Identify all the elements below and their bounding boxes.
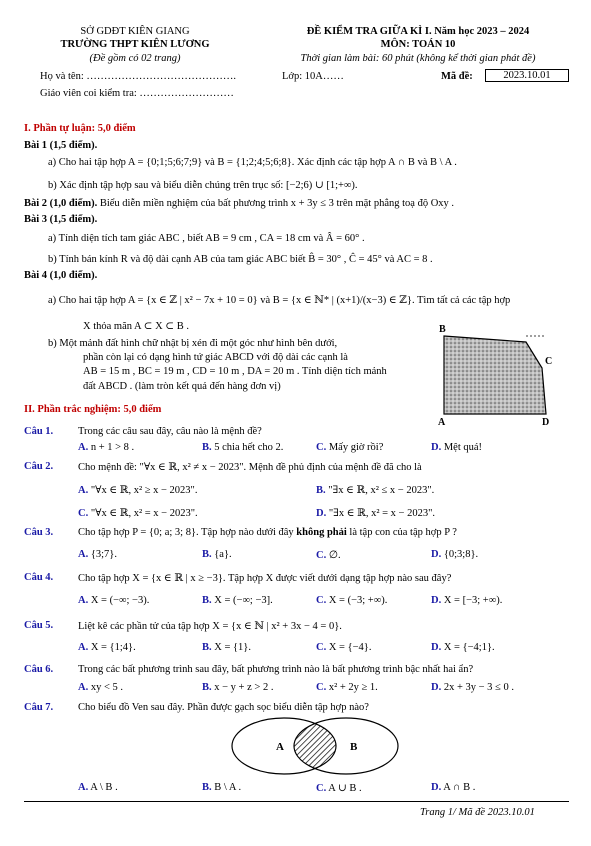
part2-title: II. Phần trắc nghiệm: 5,0 điểm: [24, 404, 162, 415]
option-letter: C.: [316, 550, 327, 561]
option-text: {a}.: [214, 549, 232, 560]
option-letter: C.: [316, 642, 327, 653]
school-name: TRƯỜNG THPT KIÊN LƯƠNG: [60, 39, 210, 50]
option-text: 5 chia hết cho 2.: [214, 442, 284, 453]
option-letter: A.: [78, 595, 89, 606]
option-text: A ∪ B .: [328, 783, 362, 794]
option-letter: D.: [431, 642, 442, 653]
quadrilateral-abcd: [444, 336, 546, 414]
option-text: X = (−∞; −3).: [90, 595, 150, 606]
question-label: Câu 7.: [24, 702, 54, 713]
option-letter: C.: [78, 508, 89, 519]
bai4-b-line3: AB = 15 m , BC = 19 m , CD = 10 m , DA = 20 m . Tính diện tích mảnh: [83, 366, 387, 377]
label-b: B: [439, 324, 446, 335]
option-letter: B.: [316, 485, 326, 496]
option-text: X = {−4}.: [328, 642, 372, 653]
question-label: Câu 5.: [24, 620, 54, 631]
bai1-title: Bài 1 (1,5 điểm).: [24, 140, 98, 151]
option-text: x² + 2y ≥ 1.: [328, 682, 378, 693]
option-letter: D.: [316, 508, 327, 519]
option-letter: B.: [202, 442, 212, 453]
option-letter: D.: [431, 595, 442, 606]
option-letter: D.: [431, 549, 442, 560]
time-note: Thời gian làm bài: 60 phút (không kể thời gian phát đề): [300, 53, 536, 64]
option-letter: B.: [202, 682, 212, 693]
option-text: {3;7}.: [90, 549, 117, 560]
question-label: Câu 4.: [24, 572, 54, 583]
label-d: D: [542, 417, 550, 427]
option-letter: D.: [431, 442, 442, 453]
option-text: "∃x ∈ ℝ, x² = x − 2023".: [328, 508, 435, 519]
option-text: X = (−3; +∞).: [328, 595, 388, 606]
question-label: Câu 1.: [24, 426, 54, 437]
option-text: X = [−3; +∞).: [443, 595, 503, 606]
student-name-field: Họ và tên: …………………………………….: [40, 71, 236, 82]
bai4-b-line2: phần còn lại có dạng hình tứ giác ABCD với độ dài các cạnh là: [83, 352, 348, 363]
option-text: Mấy giờ rồi?: [328, 442, 384, 453]
question-text: Trong các bất phương trình sau đây, bất phương trình nào là bất phương trình bậc nhất hai ẩn?: [78, 664, 474, 675]
option-letter: A.: [78, 549, 89, 560]
dept-name: SỞ GDĐT KIÊN GIANG: [80, 26, 190, 37]
bai4-b-line1: b) Một mảnh đất hình chữ nhật bị xén đi một góc như hình bên dưới,: [48, 338, 338, 349]
option-text: B \ A .: [214, 782, 242, 793]
pages-note: (Đề gồm có 02 trang): [89, 53, 181, 64]
question-text: Cho mệnh đề: "∀x ∈ ℝ, x² ≠ x − 2023". Mệnh đề phủ định của mệnh đề đã cho là: [78, 462, 422, 473]
venn-label-a: A: [276, 741, 284, 753]
option-text: n + 1 > 8 .: [90, 442, 135, 453]
question-label: Câu 6.: [24, 664, 54, 675]
question-text: Cho tập hợp X = {x ∈ ℝ | x ≥ −3}. Tập hợp X được viết dưới dạng tập hợp nào sau đây?: [78, 573, 452, 584]
bai2-title: Bài 2 (1,0 điểm).: [24, 198, 98, 209]
bai1-a: a) Cho hai tập hợp A = {0;1;5;6;7;9} và B = {1;2;4;5;6;8}. Xác định các tập hợp A ∩ B và B \ A .: [48, 157, 457, 168]
option-letter: A.: [78, 642, 89, 653]
question-text-end: là tập con của tập hợp P ?: [346, 527, 457, 538]
option-text: ∅.: [328, 550, 341, 561]
bai3-title: Bài 3 (1,5 điểm).: [24, 214, 98, 225]
bai4-a-line2: X thỏa mãn A ⊂ X ⊂ B .: [83, 321, 189, 332]
option-letter: A.: [78, 682, 89, 693]
exam-code-box: 2023.10.01: [485, 69, 569, 82]
label-a: A: [438, 417, 446, 427]
option-text: X = {−4;1}.: [443, 642, 495, 653]
option-letter: D.: [431, 682, 442, 693]
bai4-a-line1: a) Cho hai tập hợp A = {x ∈ ℤ | x² − 7x + 10 = 0} và B = {x ∈ ℕ* | (x+1)/(x−3) ∈ ℤ}. Tìm tất cả các tập hợp: [48, 295, 511, 306]
bai2-text: Biểu diễn miền nghiệm của bất phương trình x + 3y ≤ 3 trên mặt phẳng toạ độ Oxy .: [99, 198, 455, 209]
bai4-b-line4: đất ABCD . (làm tròn kết quả đến hàng đơn vị): [83, 381, 281, 392]
option-text: {0;3;8}.: [443, 549, 479, 560]
option-text: Mệt quá!: [443, 442, 483, 453]
proctor-field: Giáo viên coi kiểm tra: ………………………: [40, 88, 234, 99]
footer-divider: [24, 801, 569, 802]
option-text: X = {1;4}.: [90, 642, 136, 653]
option-letter: A.: [78, 485, 89, 496]
bai3-b: b) Tính bán kính R và độ dài cạnh AB của tam giác ABC biết B̂ = 30° , Ĉ = 45° và AC = 8 .: [48, 254, 433, 265]
option-letter: B.: [202, 549, 212, 560]
venn-label-b: B: [350, 741, 358, 753]
bai4-title: Bài 4 (1,0 điểm).: [24, 270, 98, 281]
venn-diagram: [228, 716, 408, 778]
question-text: Cho biểu đồ Ven sau đây. Phần được gạch sọc biểu diễn tập hợp nào?: [78, 702, 369, 713]
bai1-b: b) Xác định tập hợp sau và biểu diễn chúng trên trục số: [−2;6) ∪ [1;+∞).: [48, 180, 358, 191]
question-text: Trong các câu sau đây, câu nào là mệnh đề?: [78, 426, 262, 437]
code-label: Mã đề:: [441, 71, 473, 82]
option-text: xy < 5 .: [90, 682, 124, 693]
question-text: Liệt kê các phần tử của tập hợp X = {x ∈ ℕ | x² + 3x − 4 = 0}.: [78, 621, 342, 632]
exam-title: ĐỀ KIỂM TRA GIỮA KÌ I. Năm học 2023 – 2024: [306, 26, 530, 37]
option-letter: B.: [202, 782, 212, 793]
option-letter: C.: [316, 783, 327, 794]
part1-title: I. Phần tự luận: 5,0 điểm: [24, 123, 136, 134]
option-text: A \ B .: [90, 782, 118, 793]
option-letter: A.: [78, 442, 89, 453]
label-c: C: [545, 356, 553, 367]
option-letter: C.: [316, 595, 327, 606]
option-text: "∃x ∈ ℝ, x² ≤ x − 2023".: [328, 485, 435, 496]
option-letter: C.: [316, 442, 327, 453]
option-text: x − y + z > 2 .: [214, 682, 274, 693]
option-letter: D.: [431, 782, 442, 793]
option-text: X = {1}.: [214, 642, 251, 653]
option-letter: B.: [202, 595, 212, 606]
option-text: 2x + 3y − 3 ≤ 0 .: [443, 682, 514, 693]
bai3-a: a) Tính diện tích tam giác ABC , biết AB = 9 cm , CA = 18 cm và Â = 60° .: [48, 233, 365, 244]
class-field: Lớp: 10A……: [282, 71, 344, 82]
land-plot-figure: [430, 322, 560, 427]
option-text: "∀x ∈ ℝ, x² = x − 2023".: [90, 508, 198, 519]
option-letter: B.: [202, 642, 212, 653]
option-letter: C.: [316, 682, 327, 693]
option-text: A ∩ B .: [443, 782, 476, 793]
question-label: Câu 2.: [24, 461, 54, 472]
option-text: X = (−∞; −3].: [214, 595, 273, 606]
option-text: "∀x ∈ ℝ, x² ≥ x − 2023".: [90, 485, 198, 496]
question-text-emphasis: không phải: [296, 527, 347, 538]
option-letter: A.: [78, 782, 89, 793]
page-footer: Trang 1/ Mã đề 2023.10.01: [420, 807, 535, 818]
question-text: Cho tập hợp P = {0; a; 3; 8}. Tập hợp nào dưới đây: [78, 527, 297, 538]
subject: MÔN: TOÁN 10: [380, 39, 456, 50]
question-label: Câu 3.: [24, 527, 54, 538]
